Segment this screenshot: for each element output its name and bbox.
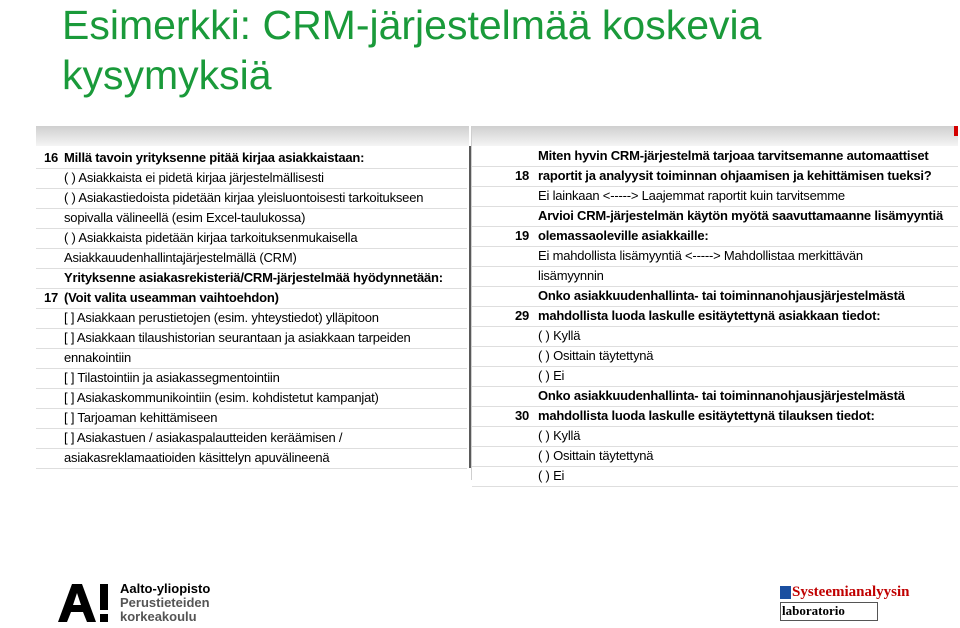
question-text: ennakointiin: [64, 350, 131, 365]
aalto-line2: Perustieteiden: [120, 595, 210, 610]
lab-name-line1: Systeemianalyysin: [792, 584, 910, 600]
question-text: Onko asiakkuudenhallinta- tai toiminnanohjausjärjestelmästä: [538, 288, 905, 303]
red-corner-marker: [954, 126, 958, 136]
question-row: [36, 188, 467, 209]
question-text: asiakasreklamaatioiden käsittelyn apuvälineenä: [64, 450, 330, 465]
question-text: Millä tavoin yrityksenne pitää kirjaa asiakkaistaan:: [64, 150, 365, 165]
question-row: [36, 208, 467, 229]
question-text: ( ) Kyllä: [538, 428, 581, 443]
question-row: [472, 386, 958, 407]
aalto-line3: korkeakoulu: [120, 609, 197, 624]
question-text: [ ] Asiakaskommunikointiin (esim. kohdistetut kampanjat): [64, 390, 379, 405]
question-text: ( ) Asiakkaista ei pidetä kirjaa järjestelmällisesti: [64, 170, 324, 185]
question-row: [36, 228, 467, 249]
question-row: [36, 248, 467, 269]
question-text: [ ] Asiakkaan tilaushistorian seurantaan ja asiakkaan tarpeiden: [64, 330, 411, 345]
question-text: olemassaoleville asiakkaille:: [538, 228, 709, 243]
question-row: [472, 286, 958, 307]
question-row: [472, 246, 958, 267]
question-text: ( ) Osittain täytettynä: [538, 448, 654, 463]
question-row: [472, 206, 958, 227]
question-text: lisämyynnin: [538, 268, 604, 283]
question-row: [36, 448, 467, 469]
question-row: [36, 408, 467, 429]
aalto-a-icon: [58, 584, 110, 622]
question-text: ( ) Asiakkaista pidetään kirjaa tarkoituksenmukaisella: [64, 230, 358, 245]
systeemianalyysin-logo: [780, 584, 910, 624]
question-text: Asiakkauudenhallintajärjestelmällä (CRM): [64, 250, 297, 265]
question-text: Arvioi CRM-järjestelmän käytön myötä saavuttamaanne lisämyyntiä: [538, 208, 943, 223]
question-number: 29: [514, 308, 529, 323]
question-row: [472, 326, 958, 347]
question-text: Onko asiakkuudenhallinta- tai toiminnanohjausjärjestelmästä: [538, 388, 905, 403]
question-text: raportit ja analyysit toiminnan ohjaamisen ja kehittämisen tueksi?: [538, 168, 932, 183]
lab-name-line2: laboratorio: [782, 603, 845, 618]
question-text: (Voit valita useamman vaihtoehdon): [64, 290, 279, 305]
question-row: [36, 368, 467, 389]
question-text: Ei lainkaan <-----> Laajemmat raportit kuin tarvitsemme: [538, 188, 845, 203]
question-row: [36, 348, 467, 369]
questions-panel-left: [36, 126, 469, 467]
question-row: [36, 168, 467, 189]
question-row: [472, 146, 958, 167]
question-number: 30: [514, 408, 529, 423]
question-text: ( ) Ei: [538, 468, 565, 483]
aalto-logo-text: [120, 582, 210, 624]
question-number: 18: [514, 168, 529, 183]
question-row: [36, 328, 467, 349]
question-text: Yrityksenne asiakasrekisteriä/CRM-järjestelmää hyödynnetään:: [64, 270, 443, 285]
question-row: [472, 446, 958, 467]
question-text: ( ) Osittain täytettynä: [538, 348, 654, 363]
question-row: [472, 266, 958, 287]
question-number: 19: [514, 228, 529, 243]
question-row: [472, 186, 958, 207]
question-text: [ ] Tarjoaman kehittämiseen: [64, 410, 218, 425]
question-row: [472, 406, 958, 427]
question-number: 16: [43, 150, 58, 165]
page-title: Esimerkki: CRM-järjestelmää koskevia kysymyksiä: [62, 2, 762, 98]
questions-panel-right: [471, 126, 958, 483]
question-text: mahdollista luoda laskulle esitäytettynä asiakkaan tiedot:: [538, 308, 881, 323]
aalto-line1: Aalto-yliopisto: [120, 581, 211, 596]
question-row: [36, 428, 467, 449]
question-text: Ei mahdollista lisämyyntiä <-----> Mahdollistaa merkittävän: [538, 248, 863, 263]
question-row: [472, 226, 958, 247]
question-row: [472, 366, 958, 387]
question-row: [472, 166, 958, 187]
panel-header-shade: [472, 126, 958, 146]
question-text: sopivalla välineellä (esim Excel-taulukossa): [64, 210, 306, 225]
question-row: [36, 148, 467, 169]
question-text: ( ) Asiakastiedoista pidetään kirjaa yleisluontoisesti tarkoitukseen: [64, 190, 424, 205]
question-text: Miten hyvin CRM-järjestelmä tarjoaa tarvitsemanne automaattiset: [538, 148, 929, 163]
question-row: [472, 466, 958, 487]
aalto-logo: [58, 582, 228, 624]
question-row: [472, 426, 958, 447]
question-number: 17: [43, 290, 58, 305]
question-row: [36, 288, 467, 309]
question-row: [472, 346, 958, 367]
question-text: [ ] Asiakastuen / asiakaspalautteiden keräämisen /: [64, 430, 343, 445]
question-text: [ ] Asiakkaan perustietojen (esim. yhteystiedot) ylläpitoon: [64, 310, 379, 325]
lab-mark-icon: [780, 586, 791, 599]
question-text: mahdollista luoda laskulle esitäytettynä tilauksen tiedot:: [538, 408, 875, 423]
question-row: [36, 308, 467, 329]
question-row: [472, 306, 958, 327]
question-text: [ ] Tilastointiin ja asiakassegmentointiin: [64, 370, 280, 385]
question-row: [36, 268, 467, 289]
panel-header-shade: [36, 126, 469, 146]
question-text: ( ) Kyllä: [538, 328, 581, 343]
question-row: [36, 388, 467, 409]
question-text: ( ) Ei: [538, 368, 565, 383]
